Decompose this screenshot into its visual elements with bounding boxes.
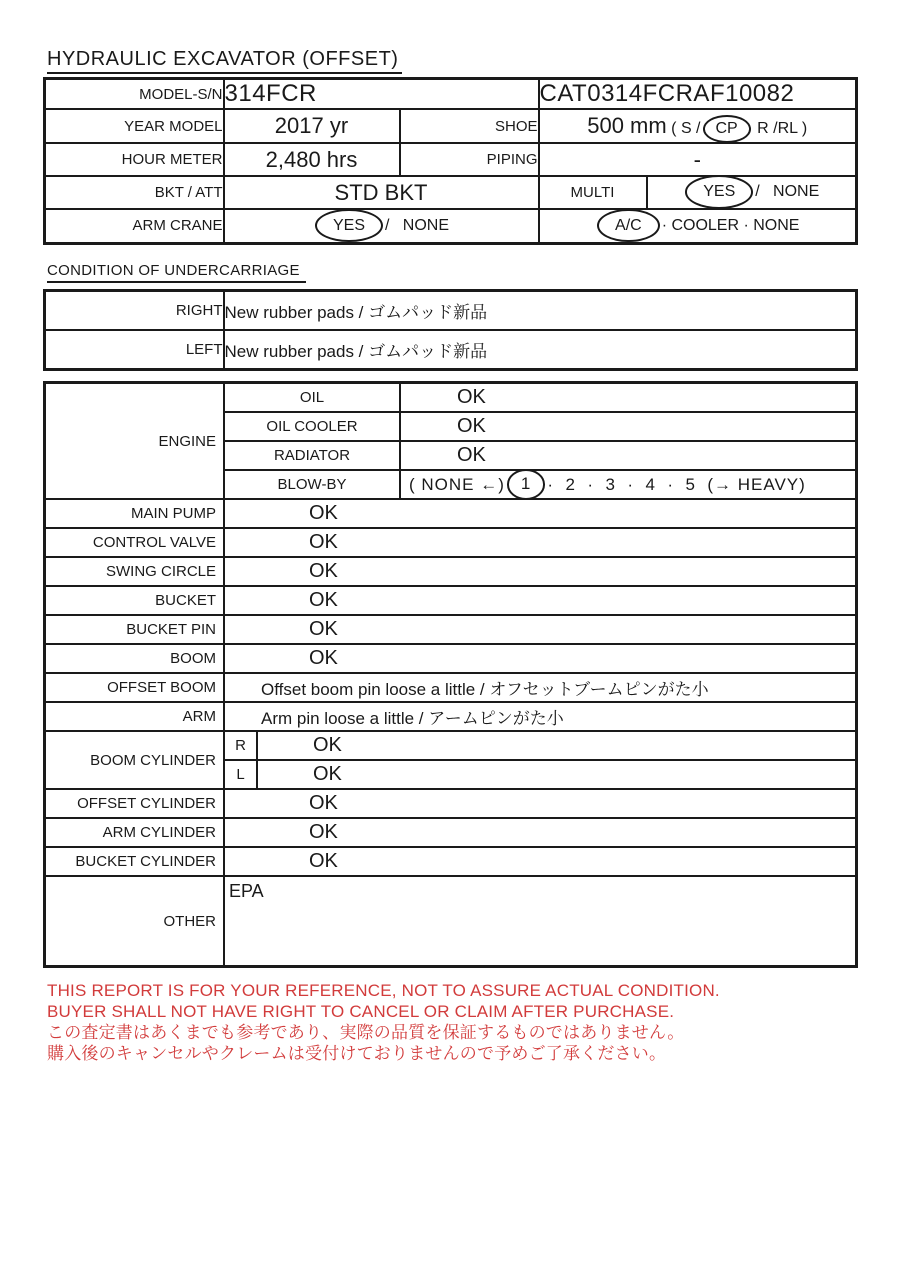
table-row	[45, 291, 857, 330]
shoe-circled-option: CP	[703, 115, 751, 143]
disclaimer	[47, 980, 720, 1064]
blowby-scale-post: · 2 · 3 · 4 · 5 (→ HEAVY)	[547, 474, 806, 494]
undercarriage-heading: CONDITION OF UNDERCARRIAGE	[47, 262, 306, 283]
arm-cylinder-label: ARM CYLINDER	[45, 818, 224, 847]
ac-options-post: · COOLER · NONE	[661, 216, 800, 234]
blowby-scale-pre: ( NONE ←)	[409, 474, 505, 494]
boom-value: OK	[224, 644, 856, 673]
engine-radiator-value: OK	[400, 441, 856, 470]
arm-label: ARM	[45, 702, 224, 731]
disclaimer-line-2: BUYER SHALL NOT HAVE RIGHT TO CANCEL OR CLAIM AFTER PURCHASE.	[47, 1002, 675, 1021]
undercarriage-left-label: LEFT	[45, 330, 224, 370]
shoe-options-post: R /RL )	[752, 120, 808, 137]
disclaimer-line-1: THIS REPORT IS FOR YOUR REFERENCE, NOT TO ASSURE ACTUAL CONDITION.	[47, 981, 720, 1000]
shoe-options-pre: ( S /	[666, 120, 701, 137]
offset-boom-value: Offset boom pin loose a little / オフセットブームピンがた小	[224, 673, 856, 702]
boom-cylinder-l-label: L	[224, 760, 257, 789]
engine-oil-label: OIL	[224, 383, 400, 412]
blowby-circled-rating: 1	[507, 469, 545, 500]
other-value: EPA	[224, 876, 856, 966]
undercarriage-right-label: RIGHT	[45, 291, 224, 330]
shoe-label: SHOE	[400, 109, 539, 143]
engine-oil-cooler-value: OK	[400, 412, 856, 441]
table-row	[45, 176, 857, 209]
header-table	[43, 77, 858, 245]
main-pump-label: MAIN PUMP	[45, 499, 224, 528]
multi-value	[647, 176, 857, 209]
arm-crane-label: ARM CRANE	[45, 209, 224, 243]
year-model-label: YEAR MODEL	[45, 109, 224, 143]
piping-value: -	[539, 143, 857, 176]
offset-cylinder-label: OFFSET CYLINDER	[45, 789, 224, 818]
arm-crane-options-post: / NONE	[385, 216, 450, 234]
control-valve-value: OK	[224, 528, 856, 557]
boom-cylinder-r-label: R	[224, 731, 257, 760]
bkt-att-label: BKT / ATT	[45, 176, 224, 209]
bucket-pin-label: BUCKET PIN	[45, 615, 224, 644]
engine-blowby-value	[400, 470, 856, 499]
engine-oil-value: OK	[400, 383, 856, 412]
ac-cooler-value	[539, 209, 857, 243]
engine-label: ENGINE	[45, 383, 224, 499]
table-row	[45, 79, 857, 110]
shoe-size: 500 mm	[587, 113, 667, 138]
boom-label: BOOM	[45, 644, 224, 673]
multi-label: MULTI	[539, 176, 647, 209]
hour-meter-value: 2,480 hrs	[224, 143, 400, 176]
offset-cylinder-value: OK	[224, 789, 856, 818]
boom-cylinder-l-value: OK	[257, 760, 856, 789]
main-pump-value: OK	[224, 499, 856, 528]
serial-value: CAT0314FCRAF10082	[539, 79, 857, 110]
bkt-att-value: STD BKT	[224, 176, 539, 209]
inspection-table	[43, 381, 858, 968]
undercarriage-left-value: New rubber pads / ゴムパッド新品	[224, 330, 857, 370]
page-title: HYDRAULIC EXCAVATOR (OFFSET)	[47, 48, 402, 74]
year-model-value: 2017 yr	[224, 109, 400, 143]
disclaimer-line-3: この査定書はあくまでも参考であり、実際の品質を保証するものではありません。	[47, 1023, 685, 1042]
ac-circled-option: A/C	[597, 209, 660, 243]
model-value: 314FCR	[224, 79, 539, 110]
model-sn-label: MODEL-S/N	[45, 79, 224, 110]
bucket-label: BUCKET	[45, 586, 224, 615]
shoe-value	[539, 109, 857, 143]
bucket-cylinder-label: BUCKET CYLINDER	[45, 847, 224, 876]
arm-crane-value	[224, 209, 539, 243]
arm-cylinder-value: OK	[224, 818, 856, 847]
hour-meter-label: HOUR METER	[45, 143, 224, 176]
undercarriage-right-value: New rubber pads / ゴムパッド新品	[224, 291, 857, 330]
table-row	[45, 109, 857, 143]
arm-value: Arm pin loose a little / アームピンがた小	[224, 702, 856, 731]
engine-radiator-label: RADIATOR	[224, 441, 400, 470]
arm-crane-circled-option: YES	[315, 209, 383, 243]
disclaimer-line-4: 購入後のキャンセルやクレームは受付けておりませんので予めご了承ください。	[47, 1044, 667, 1063]
piping-label: PIPING	[400, 143, 539, 176]
bucket-cylinder-value: OK	[224, 847, 856, 876]
table-row	[45, 143, 857, 176]
other-label: OTHER	[45, 876, 224, 966]
table-row	[45, 209, 857, 243]
bucket-value: OK	[224, 586, 856, 615]
swing-circle-value: OK	[224, 557, 856, 586]
multi-circled-option: YES	[685, 175, 753, 209]
boom-cylinder-label: BOOM CYLINDER	[45, 731, 224, 789]
undercarriage-table	[43, 289, 858, 371]
control-valve-label: CONTROL VALVE	[45, 528, 224, 557]
bucket-pin-value: OK	[224, 615, 856, 644]
table-row	[45, 330, 857, 370]
engine-blowby-label: BLOW-BY	[224, 470, 400, 499]
multi-options-post: / NONE	[755, 183, 820, 201]
offset-boom-label: OFFSET BOOM	[45, 673, 224, 702]
boom-cylinder-r-value: OK	[257, 731, 856, 760]
swing-circle-label: SWING CIRCLE	[45, 557, 224, 586]
engine-oil-cooler-label: OIL COOLER	[224, 412, 400, 441]
